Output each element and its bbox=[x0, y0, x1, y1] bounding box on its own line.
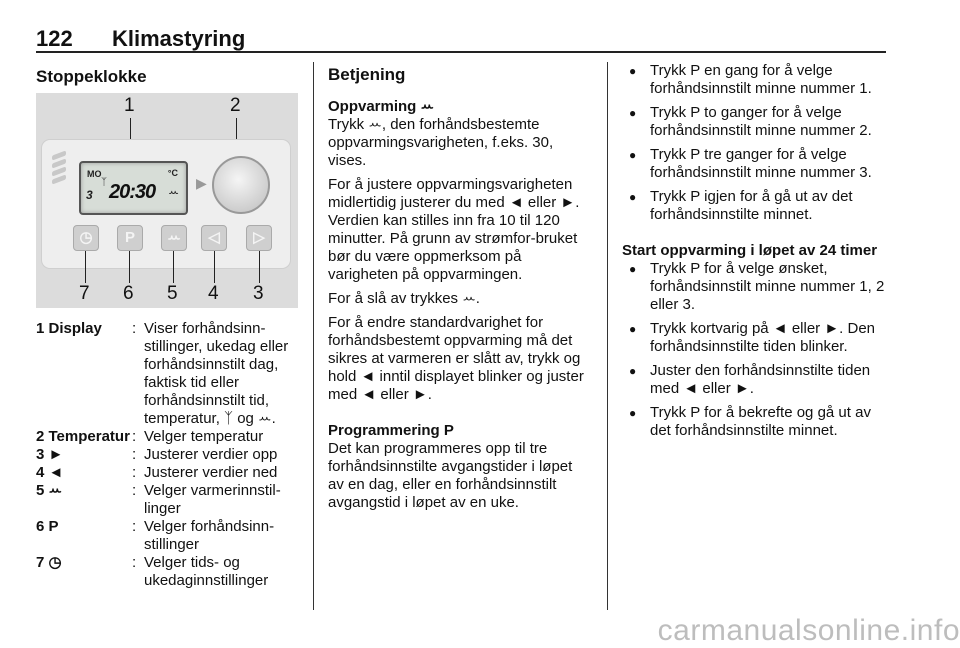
list-item: ● Juster den forhåndsinnstilte tiden med ◄ eller ►. bbox=[622, 362, 892, 398]
callout-4: 4 bbox=[208, 283, 219, 304]
paragraph: For å endre standardvarighet for forhåndsbestemt oppvarming må det sikres at varmeren er slått av, trykk og hold ◄ inntil displayet blinker og juster med ◄ eller ►. bbox=[328, 314, 584, 403]
callout-5: 5 bbox=[167, 283, 178, 304]
play-arrow-icon: ▶ bbox=[196, 175, 207, 191]
header-rule bbox=[36, 51, 886, 53]
paragraph: For å slå av trykkes ꕀ. bbox=[328, 290, 480, 307]
definition-list bbox=[36, 320, 298, 590]
display-screen bbox=[79, 161, 188, 215]
definition-desc: Viser forhåndsinn-stillinger, ukedag eller forhåndsinnstilt dag, faktisk tid eller forhåndsinnstilt tid, temperatur, ᛉ og ꕀ. bbox=[144, 320, 289, 427]
list-item: ● Trykk P igjen for å gå ut av det forhåndsinnstilte minnet. bbox=[622, 188, 892, 224]
vent-grille bbox=[52, 150, 66, 190]
antenna-icon: ᛉ bbox=[101, 177, 107, 188]
definition-row bbox=[36, 428, 298, 446]
callout-1: 1 bbox=[124, 95, 135, 116]
definition-term: 5 ꕀ bbox=[36, 482, 63, 499]
definition-term: 3 ► bbox=[36, 446, 64, 463]
start-bullet-list bbox=[622, 260, 892, 440]
definition-desc: Velger temperatur bbox=[144, 428, 264, 445]
subheading-heating: Oppvarming ꕀ bbox=[328, 98, 435, 115]
section-heading: Betjening bbox=[328, 65, 406, 84]
lcd-unit: °C bbox=[167, 168, 178, 178]
paragraph: Det kan programmeres opp til tre forhåndsinnstilte avgangstider i løpet av en dag, eller en forhåndsinnstilt avgangstid i løpet av en uke. bbox=[328, 440, 573, 511]
list-item: ● Trykk P for å bekrefte og gå ut av det forhåndsinnstilte minnet. bbox=[622, 404, 892, 440]
definition-term: 7 ◷ bbox=[36, 554, 62, 571]
down-button bbox=[201, 225, 227, 251]
leader-4 bbox=[214, 251, 215, 283]
definition-term: 6 P bbox=[36, 518, 59, 535]
callout-2: 2 bbox=[230, 95, 241, 116]
definition-desc: Justerer verdier ned bbox=[144, 464, 278, 481]
definition-term: 1 Display bbox=[36, 320, 102, 337]
definition-row bbox=[36, 554, 298, 590]
subheading-programming: Programmering P bbox=[328, 422, 454, 439]
temperature-knob bbox=[212, 156, 270, 214]
leader-7 bbox=[85, 251, 86, 283]
definition-row bbox=[36, 518, 298, 554]
paragraph: Trykk ꕀ, den forhåndsbestemte oppvarmingsvarigheten, f.eks. 30, vises. bbox=[328, 116, 554, 169]
subheading-start-heating: Start oppvarming i løpet av 24 timer bbox=[622, 242, 878, 259]
paragraph: For å justere oppvarmingsvarigheten midlertidig justerer du med ◄ eller ►. Verdien kan stilles inn fra 10 til 120 minutter. På grunn av strømfor-bruket bør du være oppmerksom på varigheten på oppvarmingen. bbox=[328, 176, 580, 283]
definition-desc: Velger tids- og ukedaginnstillinger bbox=[144, 554, 269, 589]
clock-button bbox=[73, 225, 99, 251]
chapter-title: Klimastyring bbox=[112, 26, 246, 51]
definition-colon: : bbox=[132, 482, 137, 499]
definition-row bbox=[36, 482, 298, 518]
right-triangle-icon: ▷ bbox=[253, 229, 265, 246]
column-2 bbox=[328, 62, 592, 518]
definition-desc: Velger varmerinnstil-linger bbox=[144, 482, 281, 517]
definition-row bbox=[36, 446, 298, 464]
page-number: 122 bbox=[36, 26, 73, 51]
callout-3: 3 bbox=[253, 283, 264, 304]
watermark: carmanualsonline.info bbox=[657, 614, 960, 647]
preset-button: P bbox=[117, 225, 143, 251]
definition-colon: : bbox=[132, 320, 137, 337]
left-triangle-icon: ◁ bbox=[208, 229, 220, 246]
column-divider-2 bbox=[607, 62, 608, 610]
lcd-memory: 3 bbox=[86, 188, 93, 202]
lcd-time: 20:30 bbox=[109, 181, 156, 203]
definition-colon: : bbox=[132, 446, 137, 463]
list-item: ● Trykk P to ganger for å velge forhåndsinnstilt minne nummer 2. bbox=[622, 104, 892, 140]
definition-row bbox=[36, 320, 298, 428]
definition-row bbox=[36, 464, 298, 482]
column-3 bbox=[622, 62, 892, 446]
lcd-day: MO bbox=[87, 169, 102, 179]
list-item: ● Trykk P tre ganger for å velge forhåndsinnstilt minne nummer 3. bbox=[622, 146, 892, 182]
column-divider-1 bbox=[313, 62, 314, 610]
definition-colon: : bbox=[132, 464, 137, 481]
heater-icon: ꕀ bbox=[167, 229, 181, 246]
definition-desc: Justerer verdier opp bbox=[144, 446, 278, 463]
heater-icon: ꕀ bbox=[168, 185, 179, 199]
definition-term: 4 ◄ bbox=[36, 464, 64, 481]
control-panel-figure bbox=[36, 93, 298, 308]
definition-colon: : bbox=[132, 518, 137, 535]
up-button bbox=[246, 225, 272, 251]
leader-6 bbox=[129, 251, 130, 283]
list-item: ● Trykk P for å velge ønsket, forhåndsinnstilt minne nummer 1, 2 eller 3. bbox=[622, 260, 892, 314]
leader-5 bbox=[173, 251, 174, 283]
definition-term: 2 Temperatur bbox=[36, 428, 130, 445]
definition-colon: : bbox=[132, 554, 137, 571]
definition-desc: Velger forhåndsinn-stillinger bbox=[144, 518, 275, 553]
leader-3 bbox=[259, 251, 260, 283]
preset-bullet-list bbox=[622, 62, 892, 224]
definition-colon: : bbox=[132, 428, 137, 445]
heater-button bbox=[161, 225, 187, 251]
callout-7: 7 bbox=[79, 283, 90, 304]
clock-icon: ◷ bbox=[79, 229, 93, 246]
callout-6: 6 bbox=[123, 283, 134, 304]
list-item: ● Trykk P en gang for å velge forhåndsinnstilt minne nummer 1. bbox=[622, 62, 892, 98]
section-title: Stoppeklokke bbox=[36, 67, 147, 86]
list-item: ● Trykk kortvarig på ◄ eller ►. Den forhåndsinnstilte tiden blinker. bbox=[622, 320, 892, 356]
